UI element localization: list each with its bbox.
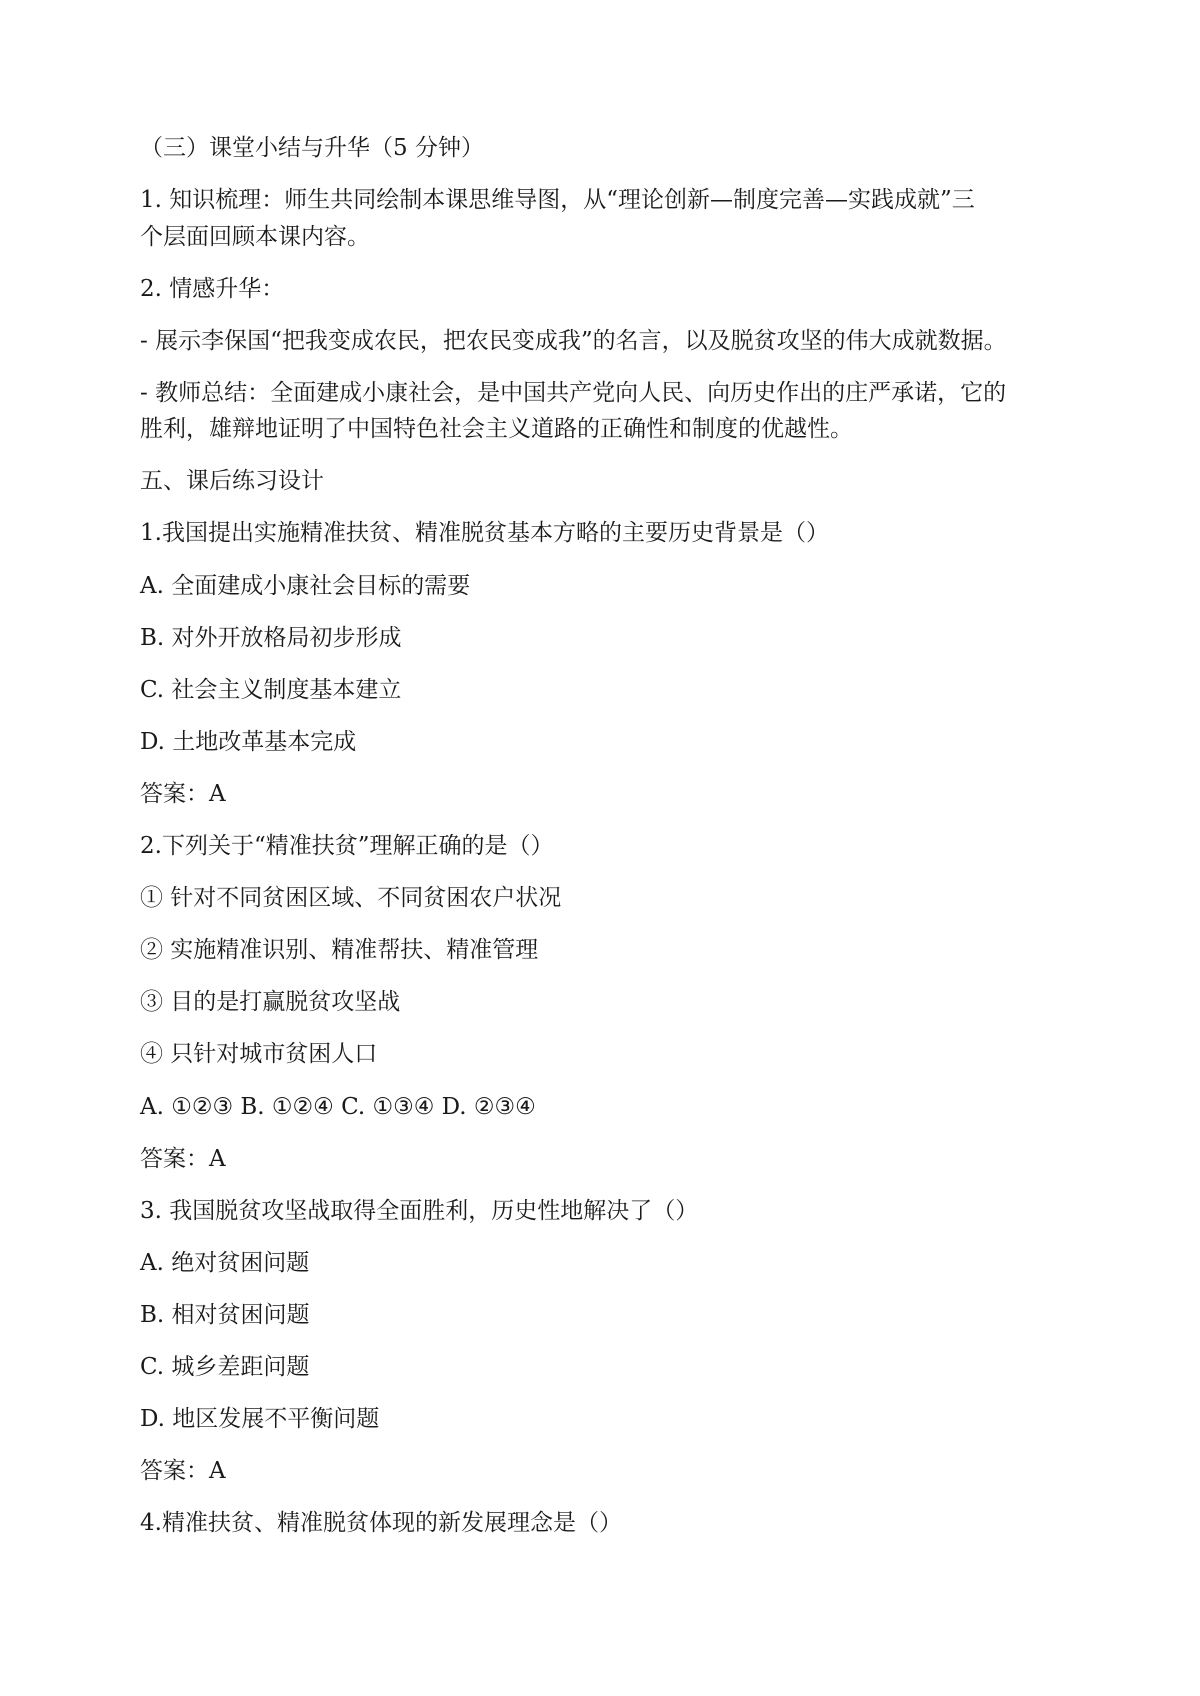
- question-stem: 4.精准扶贫、精准脱贫体现的新发展理念是（）: [140, 1510, 622, 1536]
- question-option: B. 对外开放格局初步形成: [140, 625, 402, 651]
- summary-bullet-quote: - 展示李保国“把我变成农民，把农民变成我”的名言，以及脱贫攻坚的伟大成就数据。: [140, 328, 1007, 354]
- question-answer: 答案：A: [140, 1458, 226, 1484]
- question-option: B. 相对贫困问题: [140, 1302, 310, 1328]
- question-option: C. 社会主义制度基本建立: [140, 677, 402, 703]
- section-heading-summary: （三）课堂小结与升华（5 分钟）: [140, 135, 484, 161]
- question-answer: 答案：A: [140, 781, 226, 807]
- question-option: D. 土地改革基本完成: [140, 729, 357, 755]
- question-statement: ④ 只针对城市贫困人口: [140, 1041, 378, 1067]
- section-heading-exercises: 五、课后练习设计: [140, 468, 324, 494]
- summary-item-knowledge: 1. 知识梳理：师生共同绘制本课思维导图，从“理论创新—制度完善—实践成就”三: [140, 187, 975, 213]
- question-option: A. 全面建成小康社会目标的需要: [140, 573, 471, 599]
- summary-bullet-teacher: - 教师总结：全面建成小康社会，是中国共产党向人民、向历史作出的庄严承诺，它的: [140, 380, 1007, 406]
- summary-bullet-teacher-cont: 胜利，雄辩地证明了中国特色社会主义道路的正确性和制度的优越性。: [140, 416, 853, 442]
- question-stem: 2.下列关于“精准扶贫”理解正确的是（）: [140, 833, 554, 859]
- question-stem: 3. 我国脱贫攻坚战取得全面胜利，历史性地解决了（）: [140, 1198, 699, 1224]
- question-statement: ③ 目的是打赢脱贫攻坚战: [140, 989, 401, 1015]
- question-answer: 答案：A: [140, 1146, 226, 1172]
- question-statement: ② 实施精准识别、精准帮扶、精准管理: [140, 937, 539, 963]
- question-stem: 1.我国提出实施精准扶贫、精准脱贫基本方略的主要历史背景是（）: [140, 520, 829, 546]
- summary-item-emotion: 2. 情感升华：: [140, 276, 285, 302]
- summary-item-knowledge-cont: 个层面回顾本课内容。: [140, 224, 370, 250]
- question-option: A. 绝对贫困问题: [140, 1250, 310, 1276]
- question-option: C. 城乡差距问题: [140, 1354, 310, 1380]
- question-option: D. 地区发展不平衡问题: [140, 1406, 380, 1432]
- question-statement: ① 针对不同贫困区域、不同贫困农户状况: [140, 885, 562, 911]
- question-options-row: A. ①②③ B. ①②④ C. ①③④ D. ②③④: [140, 1094, 536, 1120]
